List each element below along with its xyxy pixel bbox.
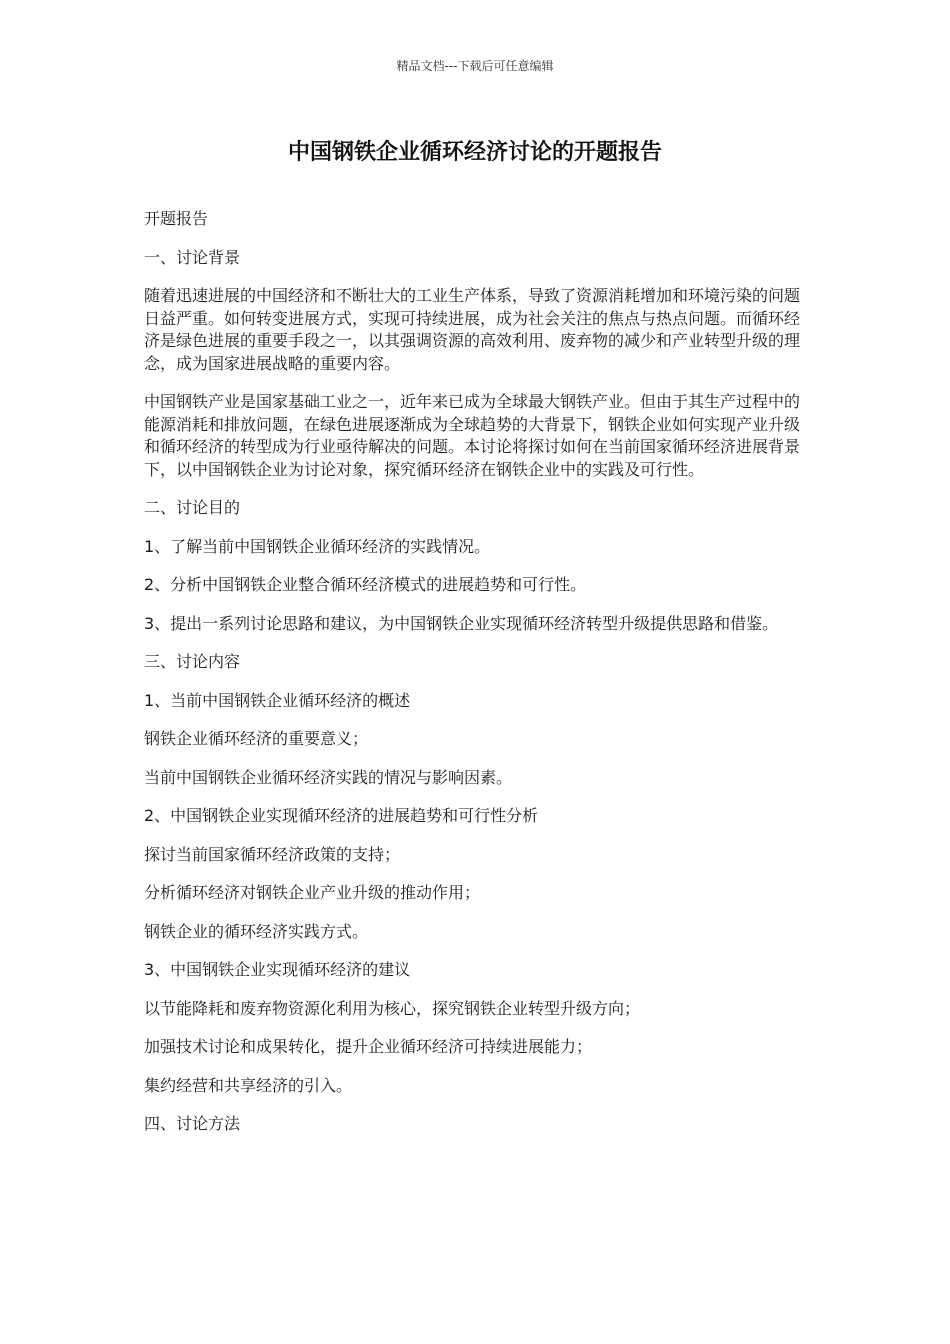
- section-heading: 三、讨论内容: [144, 652, 241, 671]
- list-item: 钢铁企业的循环经济实践方式。: [144, 921, 369, 941]
- list-item: 当前中国钢铁企业循环经济实践的情况与影响因素。: [144, 767, 513, 787]
- subsection-heading: 2、中国钢铁企业实现循环经济的进展趋势和可行性分析: [144, 806, 539, 825]
- section-heading: 一、讨论背景: [144, 247, 241, 267]
- section-heading: 二、讨论目的: [144, 498, 241, 517]
- list-item: 分析循环经济对钢铁企业产业升级的推动作用；: [144, 883, 481, 902]
- document-title: 中国钢铁企业循环经济讨论的开题报告: [287, 140, 662, 165]
- section-heading: 四、讨论方法: [144, 1114, 241, 1133]
- list-item: 钢铁企业循环经济的重要意义；: [144, 729, 369, 748]
- list-item: 1、了解当前中国钢铁企业循环经济的实践情况。: [144, 536, 491, 556]
- list-item: 探讨当前国家循环经济政策的支持；: [144, 844, 401, 864]
- paragraph: 开题报告: [144, 209, 209, 228]
- list-item: 以节能降耗和废弃物资源化利用为核心，探究钢铁企业转型升级方向；: [144, 998, 641, 1018]
- list-item: 加强技术讨论和成果转化，提升企业循环经济可持续进展能力；: [144, 1037, 593, 1056]
- paragraph: 中国钢铁产业是国家基础工业之一，近年来已成为全球最大钢铁产业。但由于其生产过程中的能源消耗和排放问题，在绿色进展逐渐成为全球趋势的大背景下，钢铁企业如何实现产业升级和循环经济的转型成为行业亟待解决的问题。本讨论将探讨如何在当前国家循环经济进展背景下，以中国钢铁企业为讨论对象，探究循环经济在钢铁企业中的实践及可行性。: [144, 392, 801, 479]
- subsection-heading: 3、中国钢铁企业实现循环经济的建议: [144, 960, 411, 979]
- page-header: 精品文档---下载后可任意编辑: [396, 59, 554, 73]
- list-item: 2、分析中国钢铁企业整合循环经济模式的进展趋势和可行性。: [144, 575, 587, 594]
- list-item: 3、提出一系列讨论思路和建议，为中国钢铁企业实现循环经济转型升级提供思路和借鉴。: [144, 613, 779, 633]
- document-body: [144, 208, 806, 1152]
- list-item: 集约经营和共享经济的引入。: [144, 1075, 353, 1095]
- subsection-heading: 1、当前中国钢铁企业循环经济的概述: [144, 690, 411, 710]
- paragraph: 随着迅速进展的中国经济和不断壮大的工业生产体系，导致了资源消耗增加和环境污染的问题日益严重。如何转变进展方式，实现可持续进展，成为社会关注的焦点与热点问题。而循环经济是绿色进展的重要手段之一，以其强调资源的高效利用、废弃物的减少和产业转型升级的理念，成为国家进展战略的重要内容。: [144, 286, 801, 373]
